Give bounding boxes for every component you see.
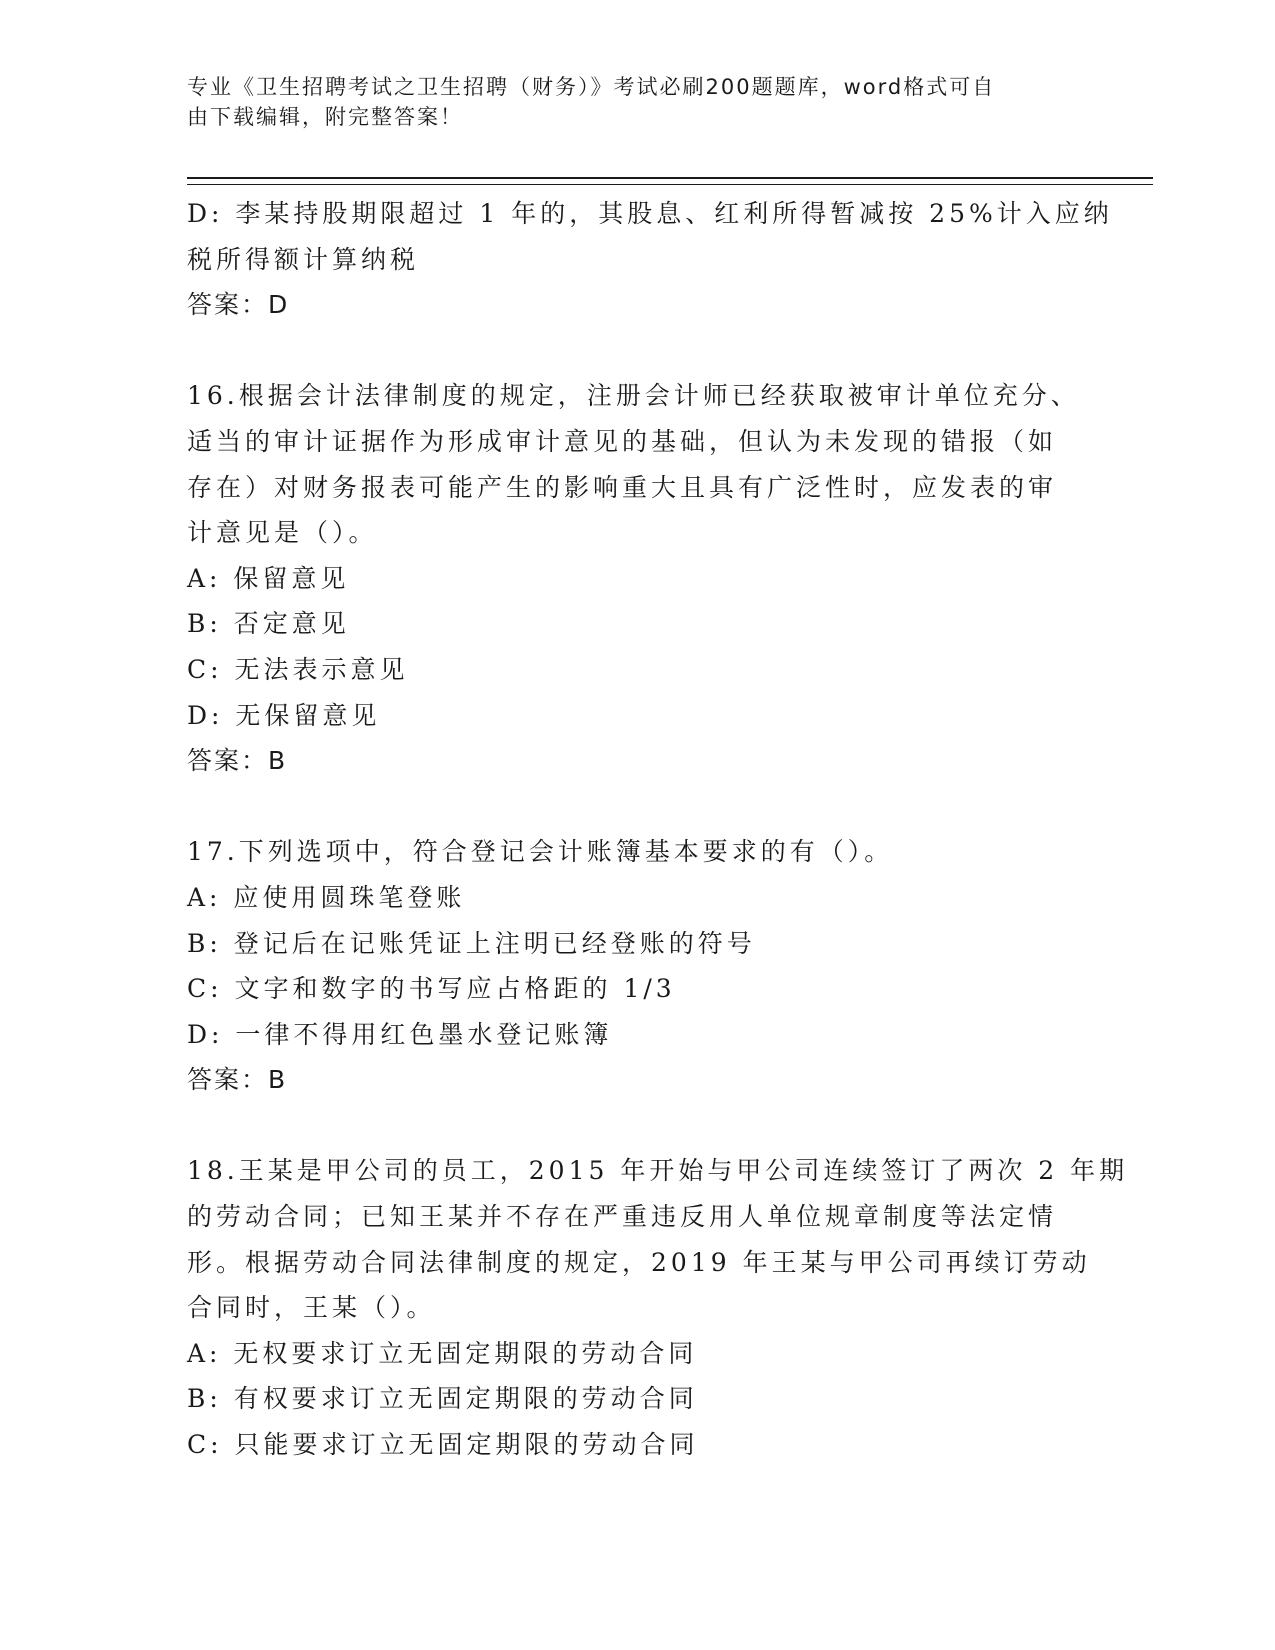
q16-stem-line-4: 计意见是（）。 <box>187 518 378 548</box>
q18-stem-line-2: 的劳动合同；已知王某并不存在严重违反用人单位规章制度等法定情 <box>187 1202 1058 1232</box>
q18-stem-line-4: 合同时，王某（）。 <box>187 1293 436 1323</box>
q17-option-d: D: 一律不得用红色墨水登记账簿 <box>187 1019 613 1049</box>
q15-option-d-line-2: 税所得额计算纳税 <box>187 244 420 274</box>
header-rule-thin <box>187 184 1153 185</box>
q16-option-b: B: 否定意见 <box>187 609 350 639</box>
q18-stem-line-1: 18.王某是甲公司的员工，2015 年开始与甲公司连续签订了两次 2 年期 <box>187 1156 1129 1186</box>
q17-stem-line-1: 17.下列选项中，符合登记会计账簿基本要求的有（）。 <box>187 837 894 867</box>
question-18 <box>187 1148 1129 1467</box>
q16-answer: 答案：B <box>187 746 288 776</box>
q18-option-a: A: 无权要求订立无固定期限的劳动合同 <box>187 1338 698 1368</box>
q17-answer: 答案：B <box>187 1065 288 1095</box>
header-rule-thick <box>187 177 1153 179</box>
q16-stem-line-1: 16.根据会计法律制度的规定，注册会计师已经获取被审计单位充分、 <box>187 381 1080 411</box>
spacer <box>187 328 1087 374</box>
q17-option-b: B: 登记后在记账凭证上注明已经登账的符号 <box>187 928 756 958</box>
q18-stem-line-3: 形。根据劳动合同法律制度的规定，2019 年王某与甲公司再续订劳动 <box>187 1247 1091 1277</box>
q15-option-d-line-1: D: 李某持股期限超过 1 年的，其股息、红利所得暂减按 25%计入应纳 <box>187 199 1113 228</box>
q16-stem-line-2: 适当的审计证据作为形成审计意见的基础，但认为未发现的错报（如 <box>187 426 1058 456</box>
header-title-line-2: 由下载编辑，附完整答案！ <box>187 105 463 129</box>
q17-option-a: A: 应使用圆珠笔登账 <box>187 882 466 912</box>
spacer <box>187 1103 1087 1149</box>
q15-answer: 答案：D <box>187 290 290 320</box>
q16-option-a: A: 保留意见 <box>187 563 350 593</box>
q18-option-c: C: 只能要求订立无固定期限的劳动合同 <box>187 1430 699 1460</box>
document-header <box>187 72 1067 132</box>
question-15-tail <box>187 191 1113 328</box>
question-17 <box>187 829 1087 1103</box>
q17-option-c: C: 文字和数字的书写应占格距的 1/3 <box>187 974 676 1004</box>
question-16 <box>187 373 1087 783</box>
header-title-line-1: 专业《卫生招聘考试之卫生招聘（财务）》考试必刷200题题库，word格式可自 <box>187 75 996 99</box>
q16-option-d: D: 无保留意见 <box>187 700 381 730</box>
q18-option-b: B: 有权要求订立无固定期限的劳动合同 <box>187 1384 698 1414</box>
question-content <box>187 191 1129 1468</box>
q16-option-c: C: 无法表示意见 <box>187 654 409 684</box>
q16-stem-line-3: 存在）对财务报表可能产生的影响重大且具有广泛性时，应发表的审 <box>187 472 1058 502</box>
spacer <box>187 784 1087 830</box>
